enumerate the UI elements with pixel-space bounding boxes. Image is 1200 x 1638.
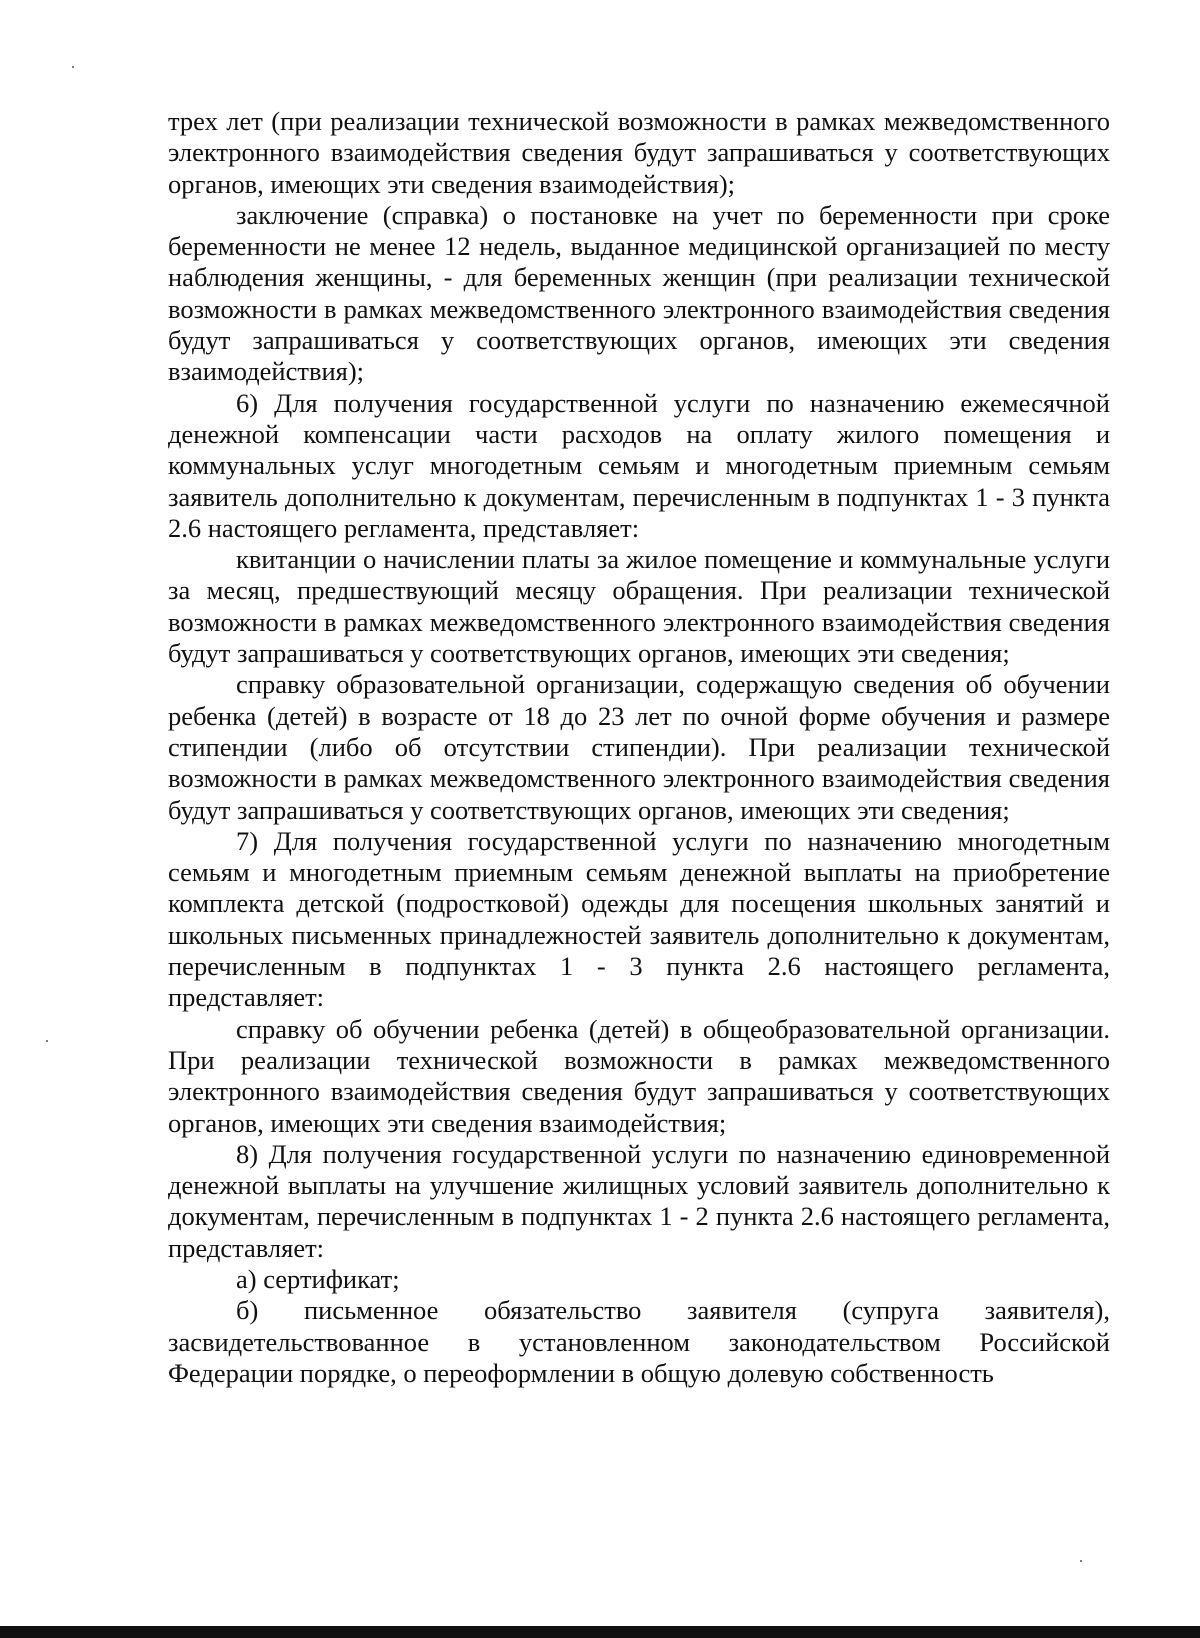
paragraph-7: справку об обучении ребенка (детей) в общеобразовательной организации. При реализации технической возможности в рамках межведомственного электронного взаимодействия сведения будут запрашиваться у соответствующих органов, имеющих эти сведения взаимодействия;	[168, 1013, 1110, 1138]
paragraph-9: а) сертификат;	[236, 1263, 400, 1294]
paragraph-6: 7) Для получения государственной услуги по назначению многодетным семьям и многодетным приемным семьям денежной выплаты на приобретение комплекта детской (подростковой) одежды для посещения школьных занятий и школьных письменных принадлежностей заявитель дополнительно к документам, перечисленным в подпунктах 1 - 3 пункта 2.6 настоящего регламента, представляет:	[168, 825, 1110, 1013]
paragraph-10: б) письменное обязательство заявителя (супруга заявителя), засвидетельствованное в установленном законодательством Российской Федерации порядке, о переоформлении в общую долевую собственность	[168, 1295, 1110, 1388]
scan-bottom-edge	[0, 1626, 1200, 1638]
paragraph-2: заключение (справка) о постановке на учет по беременности при сроке беременности не менее 12 недель, выданное медицинской организацией по месту наблюдения женщины, - для беременных женщин (при реализации технической возможности в рамках межведомственного электронного взаимодействия сведения будут запрашиваться у соответствующих органов, имеющих эти сведения взаимодействия);	[168, 199, 1110, 387]
paragraph-5: справку образовательной организации, содержащую сведения об обучении ребенка (детей) в возрасте от 18 до 23 лет по очной форме обучения и размере стипендии (либо об отсутствии стипендии). При реализации технической возможности в рамках межведомственного электронного взаимодействия сведения будут запрашиваться у соответствующих органов, имеющих эти сведения;	[168, 669, 1110, 825]
scan-speck	[46, 1040, 48, 1042]
document-body	[168, 106, 1110, 1389]
paragraph-1: трех лет (при реализации технической возможности в рамках межведомственного электронного взаимодействия сведения будут запрашиваться у соответствующих органов, имеющих эти сведения взаимодействия);	[168, 106, 1110, 199]
paragraph-3: 6) Для получения государственной услуги по назначению ежемесячной денежной компенсации части расходов на оплату жилого помещения и коммунальных услуг многодетным семьям и многодетным приемным семьям заявитель дополнительно к документам, перечисленным в подпунктах 1 - 3 пункта 2.6 настоящего регламента, представляет:	[168, 387, 1110, 543]
scan-speck	[72, 66, 74, 68]
paragraph-8: 8) Для получения государственной услуги по назначению единовременной денежной выплаты на улучшение жилищных условий заявитель дополнительно к документам, перечисленным в подпунктах 1 - 2 пункта 2.6 настоящего регламента, представляет:	[168, 1138, 1110, 1263]
paragraph-4: квитанции о начислении платы за жилое помещение и коммунальные услуги за месяц, предшествующий месяцу обращения. При реализации технической возможности в рамках межведомственного электронного взаимодействия сведения будут запрашиваться у соответствующих органов, имеющих эти сведения;	[168, 544, 1110, 669]
scan-speck	[1080, 1560, 1082, 1562]
